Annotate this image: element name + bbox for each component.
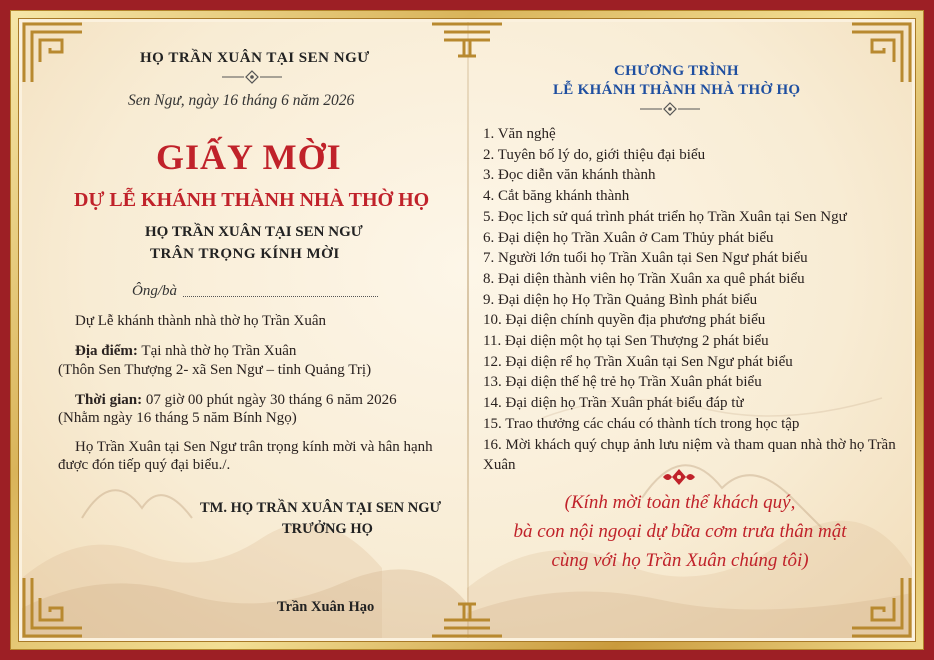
page-fold	[467, 22, 469, 638]
corner-ornament	[850, 22, 912, 84]
family-header: HỌ TRẦN XUÂN TẠI SEN NGƯ	[140, 50, 370, 66]
time-lunar: (Nhằm ngày 16 tháng 5 năm Bính Ngọ)	[58, 410, 297, 426]
corner-ornament	[850, 576, 912, 638]
list-item: 3. Đọc diễn văn khánh thành	[483, 167, 656, 184]
list-item: 8. Đại diện thành viên họ Trần Xuân xa quê phát biểu	[483, 270, 805, 287]
corner-ornament	[22, 22, 84, 84]
closing-line-2: được đón tiếp quý đại biểu./.	[58, 457, 231, 473]
program-list	[483, 124, 898, 476]
location-line	[75, 343, 296, 360]
time-line	[75, 392, 397, 409]
event-line: Dự Lễ khánh thành nhà thờ họ Trần Xuân	[75, 313, 327, 329]
page-title: GIẤY MỜI	[156, 137, 342, 177]
family-line: HỌ TRẦN XUÂN TẠI SEN NGƯ	[145, 224, 363, 240]
event-subtitle: DỰ LỄ KHÁNH THÀNH NHÀ THỜ HỌ	[74, 189, 430, 211]
corner-ornament	[442, 576, 504, 638]
location-label: Địa điểm:	[75, 343, 138, 359]
list-item: 7. Người lớn tuổi họ Trần Xuân tại Sen Ngư phát biểu	[483, 250, 808, 267]
guest-name-blank	[183, 296, 378, 297]
list-item: 14. Đại diện họ Trần Xuân phát biểu đáp từ	[483, 395, 744, 412]
location-detail: (Thôn Sen Thượng 2- xã Sen Ngư – tỉnh Quảng Trị)	[58, 362, 372, 378]
list-item: 11. Đại diện một họ tại Sen Thượng 2 phát biểu	[483, 333, 769, 350]
guest-label: Ông/bà	[132, 283, 177, 299]
list-item: 2. Tuyên bố lý do, giới thiệu đại biểu	[483, 146, 706, 163]
signature-org: TM. HỌ TRẦN XUÂN TẠI SEN NGƯ	[200, 500, 442, 516]
list-item: 4. Cắt băng khánh thành	[483, 188, 630, 205]
respect-line: TRÂN TRỌNG KÍNH MỜI	[150, 246, 340, 262]
list-item: 9. Đại diện họ Họ Trần Quảng Bình phát biểu	[483, 291, 758, 308]
signature-title: TRƯỞNG HỌ	[282, 521, 373, 537]
corner-ornament	[22, 576, 84, 638]
list-item: 10. Đại diện chính quyền địa phương phát biểu	[483, 312, 766, 329]
flourish-ornament	[662, 468, 696, 486]
date-line: Sen Ngư, ngày 16 tháng 6 năm 2026	[128, 92, 355, 109]
location-value: Tại nhà thờ họ Trần Xuân	[137, 343, 297, 359]
divider-ornament	[640, 102, 700, 116]
program-subheading: LỄ KHÁNH THÀNH NHÀ THỜ HỌ	[553, 82, 801, 98]
list-item: 13. Đại diện thế hệ trẻ họ Trần Xuân phát biểu	[483, 374, 762, 391]
list-item: 12. Đại diện rể họ Trần Xuân tại Sen Ngư phát biểu	[483, 353, 793, 370]
lunch-invitation-3: cùng với họ Trần Xuân chúng tôi)	[551, 550, 809, 571]
divider-ornament	[222, 70, 282, 84]
list-item: 6. Đại diện họ Trần Xuân ở Cam Thủy phát biểu	[483, 229, 774, 246]
list-item: 16. Mời khách quý chụp ảnh lưu niệm và tham quan nhà thờ họ Trần Xuân	[483, 436, 896, 474]
time-label: Thời gian:	[75, 392, 143, 408]
lunch-invitation-1: (Kính mời toàn thể khách quý,	[564, 492, 796, 513]
program-heading: CHƯƠNG TRÌNH	[614, 63, 739, 79]
corner-ornament	[442, 22, 504, 84]
list-item: 5. Đọc lịch sử quá trình phát triển họ Trần Xuân tại Sen Ngư	[483, 208, 847, 225]
signer-name: Trần Xuân Hạo	[277, 599, 375, 615]
list-item: 1. Văn nghệ	[483, 126, 556, 142]
closing-line-1: Họ Trần Xuân tại Sen Ngư trân trọng kính mời và hân hạnh	[75, 439, 433, 455]
lunch-invitation-2: bà con nội ngoại dự bữa cơm trưa thân mật	[513, 521, 847, 542]
time-value: 07 giờ 00 phút ngày 30 tháng 6 năm 2026	[142, 392, 397, 408]
list-item: 15. Trao thưởng các cháu có thành tích trong học tập	[483, 415, 800, 432]
